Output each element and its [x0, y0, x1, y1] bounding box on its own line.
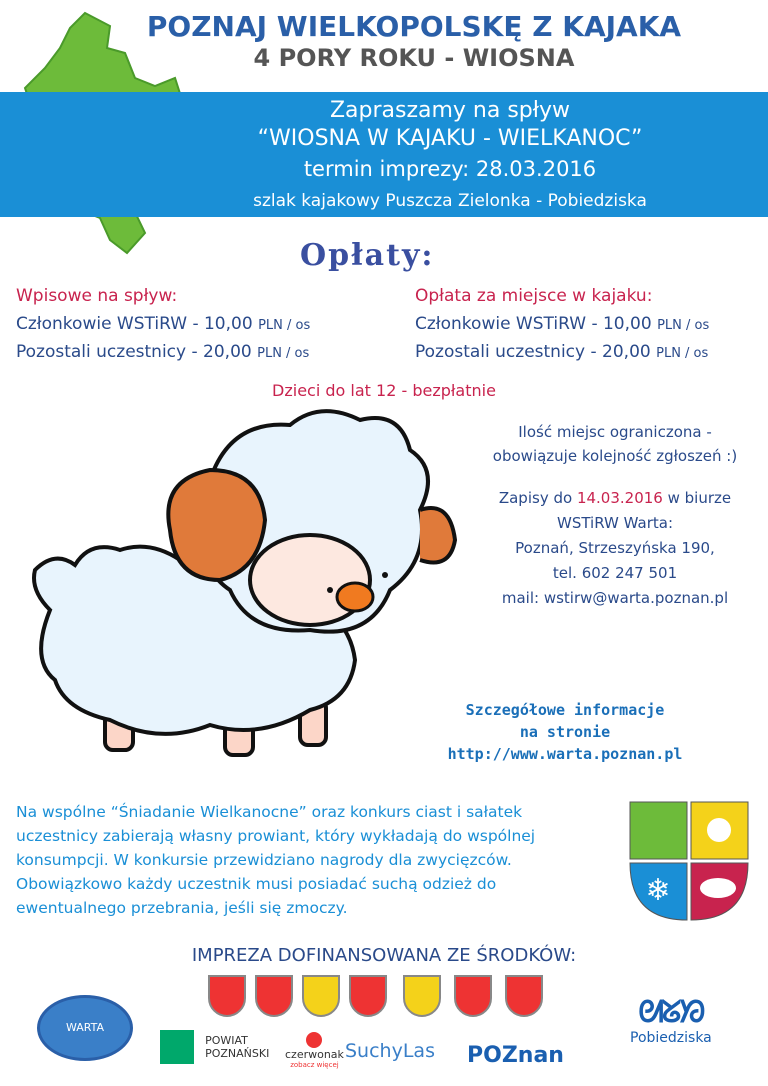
registration-deadline: 14.03.2016 [576, 489, 663, 507]
crest-icon [454, 975, 492, 1017]
pobiedziska-wordmark-icon: ᘛᘜᘞ [638, 995, 704, 1030]
fee-right-heading: Opłata za miejsce w kajaku: [415, 286, 653, 306]
crest-icon [403, 975, 441, 1017]
crest-icon [208, 975, 246, 1017]
band-route: szlak kajakowy Puszcza Zielonka - Pobiedziska [253, 191, 647, 211]
office-email[interactable]: mail: wstirw@warta.poznan.pl [501, 589, 729, 607]
crest-icon [349, 975, 387, 1017]
fee-left-row2: Pozostali uczestnicy - 20,00 PLN / os [16, 342, 310, 362]
czerwonak-logo: czerwonak zobacz więcej [285, 1032, 344, 1069]
fees-title: Opłaty: [300, 238, 435, 273]
band-event-name: “WIOSNA W KAJAKU - WIELKANOC” [257, 126, 643, 151]
czerwonak-dot-icon [306, 1032, 322, 1048]
fee-left-heading: Wpisowe na spływ: [16, 286, 178, 306]
registration-line: Zapisy do 14.03.2016 w biurze [498, 489, 732, 507]
paragraph-line: uczestnicy zabierają własny prowiant, który wykładają do wspólnej [16, 827, 536, 845]
website-line1: Szczegółowe informacje [465, 701, 665, 719]
website-url[interactable]: http://www.warta.poznan.pl [447, 745, 683, 763]
registration-info [470, 486, 760, 611]
paragraph-line: Obowiązkowo każdy uczestnik musi posiadać suchą odzież do [16, 875, 497, 893]
office-phone: tel. 602 247 501 [552, 564, 678, 582]
paragraph-line: konsumpcji. W konkursie przewidziano nagrody dla zwycięzców. [16, 851, 512, 869]
paragraph-line: Na wspólne “Śniadanie Wielkanocne” oraz konkurs ciast i sałatek [16, 803, 523, 821]
limit-line2: obowiązuje kolejność zgłoszeń :) [492, 447, 738, 465]
four-seasons-logo [628, 800, 750, 922]
suchy-las-logo: SuchyLas [345, 1040, 435, 1062]
powiat-square-icon [160, 1030, 194, 1064]
pobiedziska-logo: ᘛᘜᘞ Pobiedziska [630, 995, 712, 1046]
funding-title: IMPREZA DOFINANSOWANA ZE ŚRODKÓW: [191, 945, 577, 966]
fee-left-row1: Członkowie WSTiRW - 10,00 PLN / os [16, 314, 311, 334]
band-date: termin imprezy: 28.03.2016 [303, 157, 597, 181]
website-line2: na stronie [519, 723, 611, 741]
limit-line1: Ilość miejsc ograniczona - [518, 423, 712, 441]
office-name: WSTiRW Warta: [557, 514, 673, 532]
page-subtitle: 4 PORY ROKU - WIOSNA [253, 44, 575, 72]
website-info [380, 699, 750, 765]
limit-info [470, 420, 760, 468]
svg-text:❄: ❄ [645, 873, 671, 908]
children-free: Dzieci do lat 12 - bezpłatnie [272, 381, 496, 400]
fee-right-row1: Członkowie WSTiRW - 10,00 PLN / os [415, 314, 710, 334]
poznan-logo: POZnan [467, 1043, 564, 1068]
warta-logo: WARTA [37, 995, 133, 1061]
page-title: POZNAJ WIELKOPOLSKĘ Z KAJAKA [146, 10, 682, 43]
crest-icon [255, 975, 293, 1017]
band-invite: Zapraszamy na spływ [329, 98, 571, 123]
fee-right-row2: Pozostali uczestnicy - 20,00 PLN / os [415, 342, 709, 362]
crest-icon [505, 975, 543, 1017]
breakfast-paragraph [16, 800, 626, 920]
office-address: Poznań, Strzeszyńska 190, [515, 539, 715, 557]
powiat-poznanski-logo: POWIAT POZNAŃSKI [160, 1030, 269, 1064]
crest-icon [302, 975, 340, 1017]
paragraph-line: ewentualnego przebrania, jeśli się zmoczy. [16, 899, 348, 917]
